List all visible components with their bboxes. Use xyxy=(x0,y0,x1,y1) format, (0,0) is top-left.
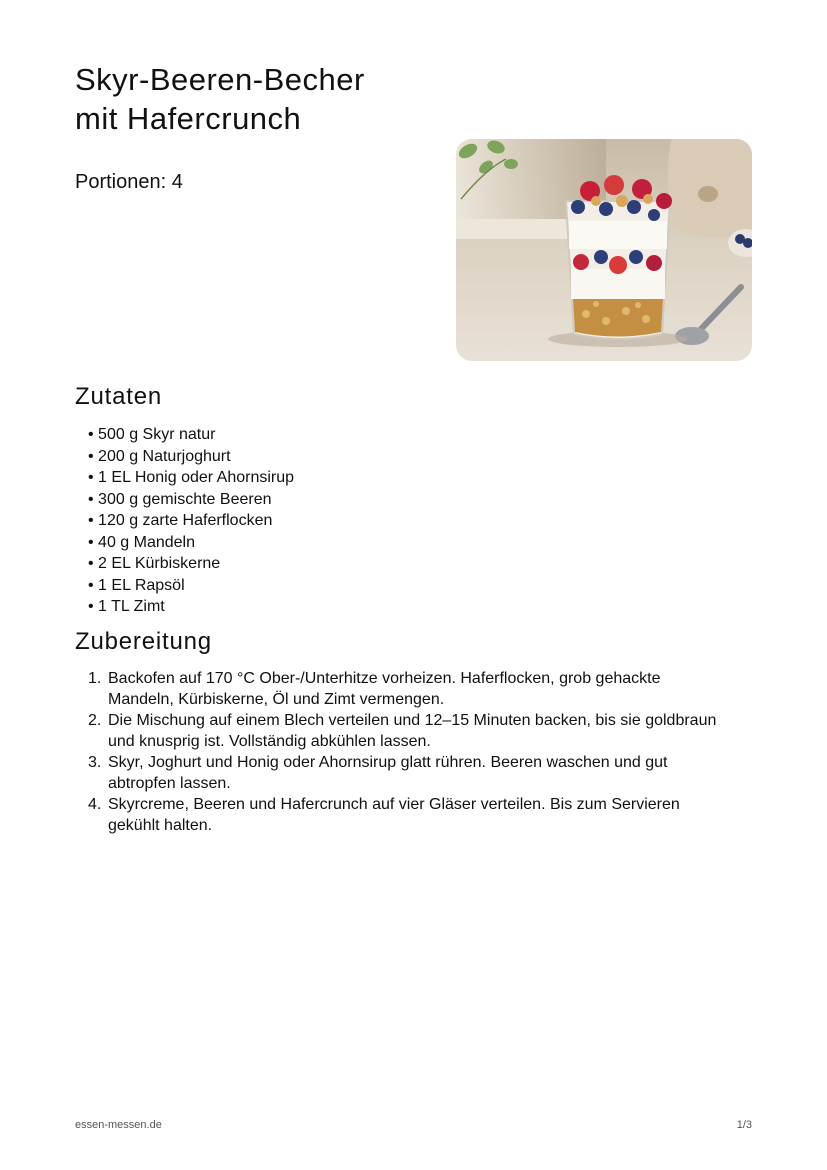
ingredient-item: • 1 EL Honig oder Ahornsirup xyxy=(88,467,294,489)
step-text: Skyr, Joghurt und Honig oder Ahornsirup glatt rühren. Beeren waschen und gut abtropfen lassen. xyxy=(108,754,668,792)
step-text: Backofen auf 170 °C Ober-/Unterhitze vorheizen. Haferflocken, grob gehackte Mandeln, Kürbiskerne, Öl und Zimt vermengen. xyxy=(108,670,661,708)
ingredient-item: • 120 g zarte Haferflocken xyxy=(88,510,294,532)
preparation-steps xyxy=(88,668,728,836)
ingredient-list xyxy=(88,424,294,618)
preparation-step xyxy=(88,752,728,794)
preparation-step xyxy=(88,794,728,836)
footer-site: essen-messen.de xyxy=(75,1119,162,1131)
step-number: 3. xyxy=(88,754,102,771)
preparation-heading: Zubereitung xyxy=(75,628,212,655)
preparation-step xyxy=(88,710,728,752)
step-text: Skyrcreme, Beeren und Hafercrunch auf vier Gläser verteilen. Bis zum Servieren gekühlt halten. xyxy=(108,796,680,834)
ingredient-item: • 500 g Skyr natur xyxy=(88,424,294,446)
recipe-title-line-1: Skyr-Beeren-Becher xyxy=(75,62,365,97)
step-text: Die Mischung auf einem Blech verteilen und 12–15 Minuten backen, bis sie goldbraun und knusprig ist. Vollständig abkühlen lassen. xyxy=(108,712,717,750)
step-number: 1. xyxy=(88,670,102,687)
step-number: 4. xyxy=(88,796,102,813)
recipe-title xyxy=(75,60,365,138)
footer-page-number: 1/3 xyxy=(736,1119,752,1131)
ingredients-heading: Zutaten xyxy=(75,383,162,410)
portions-label: Portionen: 4 xyxy=(75,171,183,193)
preparation-step xyxy=(88,668,728,710)
ingredient-item: • 2 EL Kürbiskerne xyxy=(88,553,294,575)
ingredient-item: • 1 EL Rapsöl xyxy=(88,575,294,597)
parfait-photo-illustration xyxy=(456,139,752,361)
recipe-photo xyxy=(456,139,752,361)
ingredient-item: • 40 g Mandeln xyxy=(88,532,294,554)
recipe-title-line-2: mit Hafercrunch xyxy=(75,101,302,136)
ingredient-item: • 200 g Naturjoghurt xyxy=(88,446,294,468)
step-number: 2. xyxy=(88,712,102,729)
ingredient-item: • 1 TL Zimt xyxy=(88,596,294,618)
ingredient-item: • 300 g gemischte Beeren xyxy=(88,489,294,511)
